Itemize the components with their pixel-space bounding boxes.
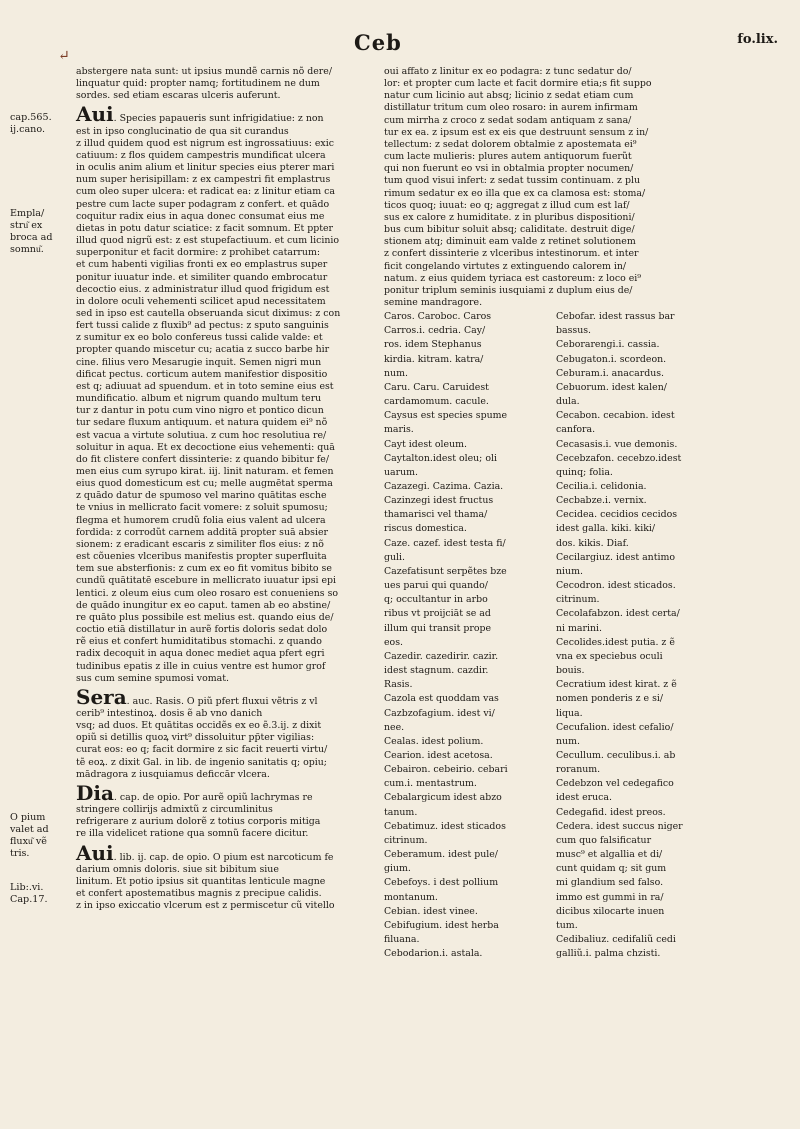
glossary-entry: Caru. Caru. Caruidest xyxy=(384,381,489,393)
glossary-entry: Cecilia.i. celidonia. xyxy=(556,481,647,492)
glossary-entry: roranum. xyxy=(556,764,601,776)
glossary-entry: idest stagnum. cazdir. xyxy=(384,665,489,677)
glossary-entry: Cedibaliuz. cedifaliũ cedi xyxy=(556,934,676,945)
glossary-entry: Cedera. idest succus niger xyxy=(556,820,683,832)
glossary-entry: idest eruca. xyxy=(556,792,612,804)
glossary-entry: Cazola est quoddam vas xyxy=(384,693,499,705)
paragraph-text: . auc. Rasis. O piũ pfert fluxui vẽtris z vl cerib⁹ intestinoꝝ. dosis ẽ ab vno danich vsq; ad duos. Et quātitas occidẽs ex eo ẽ.3.ij. z dixit opiũ si detillis quoꝝ virt⁹ dissoluitur pp̃ter vigilias: curat eos: eo q; facit dormire z sic facit reuerti virtu/ tẽ eoꝝ. z dixit Gal. in lib. de ingenio sanitatis q; opiu; mādragora z iusquiamus deficcār vlcera. xyxy=(76,695,328,780)
folio-number: fo.lix. xyxy=(737,32,778,47)
running-head: Ceb xyxy=(354,30,402,55)
glossary-entry: uarum. xyxy=(384,466,419,478)
initial-letter: Aui xyxy=(76,102,114,127)
glossary-entry: q; occultantur in arbo xyxy=(384,594,488,606)
glossary-entry: nomen ponderis z e si/ xyxy=(556,693,664,705)
paragraph-text: . Species papaueris sunt infrigidatiue: z non est in ipso conglucinatio de qua sit curandus z illud quidem quod est nigrum est ingrossatiuus: exic catiuum: z flos quidem campestris mundificat ulcera in oculis anim alium et linitur species eius pterer mari num super herisipillam: z ex campestri fit emplastrus cum oleo super ulcera: et radicat ea: z linitur etiam ca pestre cum lacte super podagram z confert. et quādo coquitur radix eius in aqua donec consumat eius me dietas in potu datur sciatice: z facit somnum. Et ppter illud quod nigrũ est: z est stupefactiuum. et cum licinio superponitur et facit dormire: z prohibet catarrum: et cum habenti vigilias fronti ex eo emplastrus super ponitur iuuatur inde. et similiter quando embrocatur decoctio eius. z administratur illud quod frigidum est in dolore oculi vehementi scilicet apud necessitatem sed in ipso est cautella obseruanda sicut diximus: z con fert tussi calide z fluxib⁹ ad pectus: z sputo sanguinis z sumitur ex eo bolo confereus tussi calide valde: et propter quando miscetur cu; acatia z succo barbe hir cine. filius vero Mesarugie inquit. Semen nigri mun dificat pectus. corticum autem manifestior dispositio est q; adiuuat ad spuendum. et in toto semine eius est mundificatio. album et nigrum quando multum teru tur z dantur in potu cum vino nigro et pontico dicun tur sedare fluxum antiquum. et natura quidem ei⁹ nõ est vacua a virtute solutiua. z cum hoc resolutiua re/ soluitur in aqua. Et ex decoctione eius vehementi: quā do fit clistere confert dissinterie: z quando bibitur fe/ men eius cum syrupo kirat. iij. linit naturam. et femen eius quod domesticum est cu; melle augmētat sperma z quādo datur de spumoso vel marino quātitas esche te vnius in mellicrato facit vomere: z soluit spumosu; flegma et humorem crudũ folia eius valent ad ulcera fordida: z corrodũt carnem additā propter suā absier sionem: z eradicant escaris z similiter flos eius: z nõ est cõuenies vlceribus manifestis propter superfluita tem sue absterfionis: z cum ex eo fit vomitus bibito se cundũ quātitatē escebure in mellicrato iuuatur ipsi epi lentici. z oleum eius cum oleo rosaro est conueniens so de quādo inungitur ex eo caput. tamen ab eo abstine/ re quāto plus possibile est melius est. quando eius de/ coctio etiā distillatur in aurẽ fortis doloris sedat dolo rẽ eius et confert humiditatibus stomachi. z quando radix decoquit in aqua donec mediet aqua pfert egri tudinibus epatis z ille in cuius ventre est humor grof sus cum semine spumosi vomat. xyxy=(76,113,341,684)
margin-note: O pium valet ad fluxu͂ vẽ tris. xyxy=(10,812,49,859)
text-paragraph xyxy=(76,840,382,913)
text-paragraph xyxy=(76,66,382,102)
glossary-entry: ribus vt proijciāt se ad xyxy=(384,608,491,620)
glossary-entry: Cebugaton.i. scordeon. xyxy=(556,353,667,365)
paragraph-text: . lib. ij. cap. de opio. O pium est narcoticum fe darium omnis doloris. siue sit bibitum siue linitum. Et potio ipsius sit quantitas lenticule magne et confert apostematibus magnis z precipue calidis. z in ipso exiccatio vlcerum est z permiscetur cũ vitello xyxy=(76,851,335,912)
glossary-entry: Cecabon. cecabion. idest xyxy=(556,410,675,422)
glossary-entry: bouis. xyxy=(556,665,585,677)
glossary-entry: mi glandium sed falso. xyxy=(556,877,664,889)
glossary-entry: Cebatimuz. idest sticados xyxy=(384,820,506,832)
glossary-entry: ues parui qui quando/ xyxy=(384,580,488,592)
glossary-entry: cardamomum. cacule. xyxy=(384,396,489,408)
glossary-entry: ros. idem Stephanus xyxy=(384,339,482,351)
glossary-entry: galliũ.i. palma chzisti. xyxy=(556,948,661,960)
glossary-entry: quinq; folia. xyxy=(556,466,613,478)
glossary-entry: thamarisci vel thama/ xyxy=(384,509,488,521)
glossary-entry: Cazefatisunt serpẽtes bze xyxy=(384,565,507,577)
glossary-entry: Cecratium idest kirat. z ẽ xyxy=(556,679,677,691)
glossary-entry: dos. kikis. Diaf. xyxy=(556,537,629,549)
glossary-entry: Cecilargiuz. idest antimo xyxy=(556,551,676,563)
manuscript-mark-icon: ↵ xyxy=(58,48,70,64)
glossary-entry: Cebian. idest vinee. xyxy=(384,905,478,917)
glossary-entry: dicibus xilocarte inuen xyxy=(556,905,665,917)
glossary-entry: idest galla. kiki. kiki/ xyxy=(556,523,656,535)
glossary-entry: guli. xyxy=(384,551,406,563)
glossary-entry: tum. xyxy=(556,919,578,931)
glossary-entry: num. xyxy=(556,735,580,747)
text-paragraph xyxy=(76,684,382,781)
glossary-entry: Cecolides.idest putia. z ẽ xyxy=(556,636,675,648)
margin-note: Empla/ stru͂ ex broca ad somnu͂. xyxy=(10,208,53,255)
glossary-entry: nee. xyxy=(384,721,405,733)
glossary-entry: musc⁹ et algallia et di/ xyxy=(556,849,663,861)
glossary-entry: Cecodron. idest sticados. xyxy=(556,580,676,592)
glossary-entry: Cebodarion.i. astala. xyxy=(384,948,483,960)
initial-letter: Dia xyxy=(76,780,114,805)
glossary-entry: immo est gummi in ra/ xyxy=(556,891,664,903)
glossary-entry: Cecullum. ceculibus.i. ab xyxy=(556,749,676,761)
glossary-entry: Ceberamum. idest pule/ xyxy=(384,849,498,861)
glossary-entry: Cecasasis.i. vue demonis. xyxy=(556,438,678,450)
glossary-entry: illum qui transit prope xyxy=(384,622,492,634)
glossary-entry: Cazbzofagium. idest vi/ xyxy=(384,707,495,719)
glossary-entry: Cealas. idest polium. xyxy=(384,735,484,747)
glossary-entry: Caze. cazef. idest testa fi/ xyxy=(384,537,506,549)
glossary-entry: Cecufalion. idest cefalio/ xyxy=(556,721,674,733)
glossary-entry: nium. xyxy=(556,565,583,577)
glossary-entry: vna ex speciebus oculi xyxy=(556,650,663,662)
glossary-entry: maris. xyxy=(384,424,414,436)
glossary-entry: liqua. xyxy=(556,707,583,719)
margin-note: Lib:.vi. Cap.17. xyxy=(10,882,48,905)
glossary-entry: Cecidea. cecidios cecidos xyxy=(556,509,678,521)
text-paragraph xyxy=(76,102,382,684)
glossary-entry: Cazazegi. Cazima. Cazia. xyxy=(384,481,504,492)
right-column xyxy=(384,66,684,962)
glossary-entry: ni marini. xyxy=(556,622,602,634)
initial-letter: Sera xyxy=(76,684,127,709)
glossary-entry: Cayt idest oleum. xyxy=(384,438,468,450)
glossary-entry: Cebuorum. idest kalen/ xyxy=(556,381,667,393)
glossary-entry: filuana. xyxy=(384,934,420,945)
glossary-entry: tanum. xyxy=(384,806,418,818)
glossary-entry: Rasis. xyxy=(384,679,413,691)
text-paragraph xyxy=(76,780,382,841)
paragraph-text: abstergere nata sunt: ut ipsius mundẽ carnis nõ dere/ linquatur quid: propter namq; fortitudinem ne dum sordes. sed etiam escaras ulceris auferunt. xyxy=(76,66,332,102)
glossary-entry: montanum. xyxy=(384,891,438,903)
glossary-entry: Cedebzon vel cedegafico xyxy=(556,778,674,790)
glossary-entry: Cecebzafon. cecebzo.idest xyxy=(556,452,682,464)
glossary-entry: Cebofar. idest rassus bar xyxy=(556,311,675,323)
paragraph-text: . cap. de opio. Por aurẽ opiũ lachrymas re stringere collirijs admixtũ z circumlinitus refrigerare z aurium dolorẽ z totius corporis mitiga re illa videlicet ratione qua somnũ facere dicitur. xyxy=(76,791,321,840)
glossary-entry: Carros.i. cedria. Cay/ xyxy=(384,325,486,337)
glossary-entry: Cazinzegi idest fructus xyxy=(384,495,494,507)
glossary-entry: cum quo falsificatur xyxy=(556,834,652,846)
left-column xyxy=(76,66,382,912)
glossary-entry: cum.i. mentastrum. xyxy=(384,778,477,790)
glossary-entry: Cebalargicum idest abzo xyxy=(384,792,502,804)
glossary-entry: bassus. xyxy=(556,325,592,337)
glossary-entry: cunt quidam q; sit gum xyxy=(556,863,667,875)
glossary-entry: Ceburam.i. anacardus. xyxy=(556,367,665,379)
glossary-entry: Cebifugium. idest herba xyxy=(384,919,499,931)
glossary-entry: eos. xyxy=(384,636,403,648)
glossary-entry: Caros. Caroboc. Caros xyxy=(384,311,492,323)
glossary-entry: Cecolafabzon. idest certa/ xyxy=(556,608,680,620)
initial-letter: Aui xyxy=(76,840,114,865)
glossary-entry: gium. xyxy=(384,863,411,875)
glossary-entry: Caytalton.idest oleu; oli xyxy=(384,452,497,464)
glossary-entry: Cearion. idest acetosa. xyxy=(384,749,493,761)
margin-note: cap.565. ij.cano. xyxy=(10,112,52,135)
glossary-entry: dula. xyxy=(556,396,580,408)
glossary-entry: Caysus est species spume xyxy=(384,410,508,422)
glossary-entry: citrinum. xyxy=(384,834,428,846)
glossary-entry: Cecbabze.i. vernix. xyxy=(556,495,647,507)
glossary-entry: Cebairon. cebeirio. cebari xyxy=(384,764,508,776)
glossary-entry: Cebefoys. i dest pollium xyxy=(384,877,499,889)
glossary-entry: canfora. xyxy=(556,424,596,436)
glossary-entry: kirdia. kitram. katra/ xyxy=(384,353,484,365)
glossary-entry: riscus domestica. xyxy=(384,523,467,535)
page-header xyxy=(0,30,800,54)
glossary-entry: Cedegafid. idest preos. xyxy=(556,806,666,818)
glossary-entry: citrinum. xyxy=(556,594,600,606)
glossary-table xyxy=(384,311,684,962)
glossary-entry: num. xyxy=(384,367,408,379)
glossary-entry: Cazedir. cazedirir. cazir. xyxy=(384,650,499,662)
right-column-text: oui affato z linitur ex eo podagra: z tunc sedatur do/ lor: et propter cum lacte et facit dormire etia;s fit suppo natur cum licinio aut absq; licinio z sedat etiam cum distillatur tritum cum oleo rosaro: in aurem infirmam cum mirrha z croco z sedat sodam antiquam z sana/ tur ex ea. z ipsum est ex eis que destruunt sensum z in/ tellectum: z sedat dolorem obtalmie z apostemata ei⁹ cum lacte mulieris: plures autem antiquorum fuerũt qui non fuerunt eo vsi in obtalmia propter nocumen/ tum quod visui infert: z sedat tussim continuam. z plu rimum sedatur ex eo illa que ex ca clamosa est: stoma/ ticos quoq; iuuat: eo q; aggregat z illud cum est laf/ sus ex calore z humiditate. z in pluribus dispositioni/ bus cum bibitur soluit absq; caliditate. destruit dige/ stionem atq; diminuit eam valde z retinet solutionem z confert dissinterie z vlceribus intestinorum. et inter ficit congelando virtutes z extinguendo calorem in/ natum. z eius quidem tyriaca est castoreum: z loco ei⁹ ponitur triplum seminis iusquiami z duplum eius de/ semine mandragore. xyxy=(384,66,652,308)
glossary-entry: Ceborarengi.i. cassia. xyxy=(556,339,660,351)
